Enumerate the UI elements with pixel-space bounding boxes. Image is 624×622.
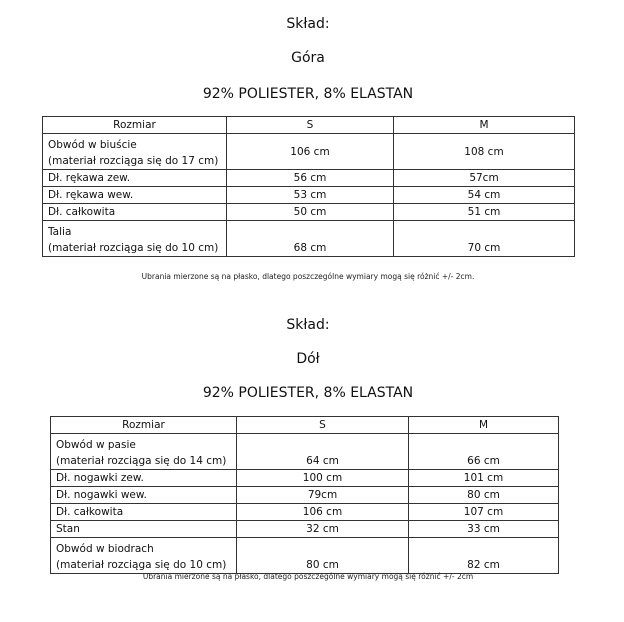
- value-s: 106 cm: [237, 504, 409, 521]
- table-row: [51, 521, 559, 538]
- table-row: [51, 487, 559, 504]
- value-m: 107 cm: [409, 504, 559, 521]
- part-bottom: Dół: [296, 351, 320, 367]
- value-m: 101 cm: [409, 470, 559, 487]
- row-label: [43, 170, 227, 187]
- value-m: 51 cm: [394, 204, 575, 221]
- table-row: [43, 134, 575, 170]
- table-row: [43, 221, 575, 257]
- table-row: [43, 170, 575, 187]
- value-s: 80 cm: [237, 538, 409, 574]
- value-s: 68 cm: [227, 221, 394, 257]
- row-label-text: Dł. rękawa wew.: [48, 189, 134, 201]
- note-bottom: Ubrania mierzone są na płasko, dlatego poszczególne wymiary mogą się różnić +/- 2cm: [142, 572, 474, 581]
- size-table-bottom: [50, 416, 559, 574]
- row-label: [43, 221, 227, 257]
- row-label: [51, 434, 237, 470]
- composition-bottom: 92% POLIESTER, 8% ELASTAN: [202, 385, 414, 401]
- row-label: [51, 487, 237, 504]
- heading-top: Skład:: [286, 16, 330, 32]
- row-label: [43, 204, 227, 221]
- row-label-text: Dł. nogawki wew.: [56, 489, 147, 501]
- row-label: [51, 504, 237, 521]
- row-label: [51, 538, 237, 574]
- table-row: [51, 470, 559, 487]
- row-label-text: Obwód w biodrach: [56, 543, 154, 555]
- value-s: 32 cm: [237, 521, 409, 538]
- size-table-top: [42, 116, 575, 257]
- value-s: 53 cm: [227, 187, 394, 204]
- value-s: 56 cm: [227, 170, 394, 187]
- row-label-note: (materiał rozciąga się do 17 cm): [48, 155, 219, 167]
- column-header: M: [394, 117, 575, 134]
- row-label: [43, 187, 227, 204]
- table-row: [51, 504, 559, 521]
- column-header: S: [227, 117, 394, 134]
- column-header: M: [409, 417, 559, 434]
- header-row: [43, 117, 575, 134]
- row-label-text: Stan: [56, 523, 80, 535]
- value-m: 70 cm: [394, 221, 575, 257]
- value-s: 106 cm: [227, 134, 394, 170]
- value-m: 57cm: [394, 170, 575, 187]
- row-label-text: Dł. całkowita: [56, 506, 124, 518]
- row-label-text: Dł. całkowita: [48, 206, 116, 218]
- note-top: Ubrania mierzone są na płasko, dlatego poszczególne wymiary mogą się różnić +/- 2cm.: [141, 272, 475, 281]
- value-m: 80 cm: [409, 487, 559, 504]
- row-label: [51, 521, 237, 538]
- table-row: [51, 538, 559, 574]
- value-m: 108 cm: [394, 134, 575, 170]
- table-row: [43, 204, 575, 221]
- value-m: 82 cm: [409, 538, 559, 574]
- row-label: [43, 134, 227, 170]
- header-row: [51, 417, 559, 434]
- table-row: [43, 187, 575, 204]
- row-label-text: Obwód w biuście: [48, 139, 137, 151]
- composition-top: 92% POLIESTER, 8% ELASTAN: [202, 86, 414, 102]
- value-s: 64 cm: [237, 434, 409, 470]
- row-label-text: Dł. nogawki zew.: [56, 472, 144, 484]
- value-s: 100 cm: [237, 470, 409, 487]
- table-row: [51, 434, 559, 470]
- column-header: Rozmiar: [43, 117, 227, 134]
- value-m: 33 cm: [409, 521, 559, 538]
- row-label: [51, 470, 237, 487]
- heading-bottom: Skład:: [286, 317, 330, 333]
- value-s: 50 cm: [227, 204, 394, 221]
- value-s: 79cm: [237, 487, 409, 504]
- row-label-text: Obwód w pasie: [56, 439, 136, 451]
- row-label-text: Talia: [48, 226, 72, 238]
- row-label-note: (materiał rozciąga się do 10 cm): [56, 559, 227, 571]
- row-label-note: (materiał rozciąga się do 10 cm): [48, 242, 219, 254]
- part-top: Góra: [291, 50, 325, 66]
- value-m: 54 cm: [394, 187, 575, 204]
- row-label-text: Dł. rękawa zew.: [48, 172, 131, 184]
- row-label-note: (materiał rozciąga się do 14 cm): [56, 455, 227, 467]
- column-header: S: [237, 417, 409, 434]
- value-m: 66 cm: [409, 434, 559, 470]
- column-header: Rozmiar: [51, 417, 237, 434]
